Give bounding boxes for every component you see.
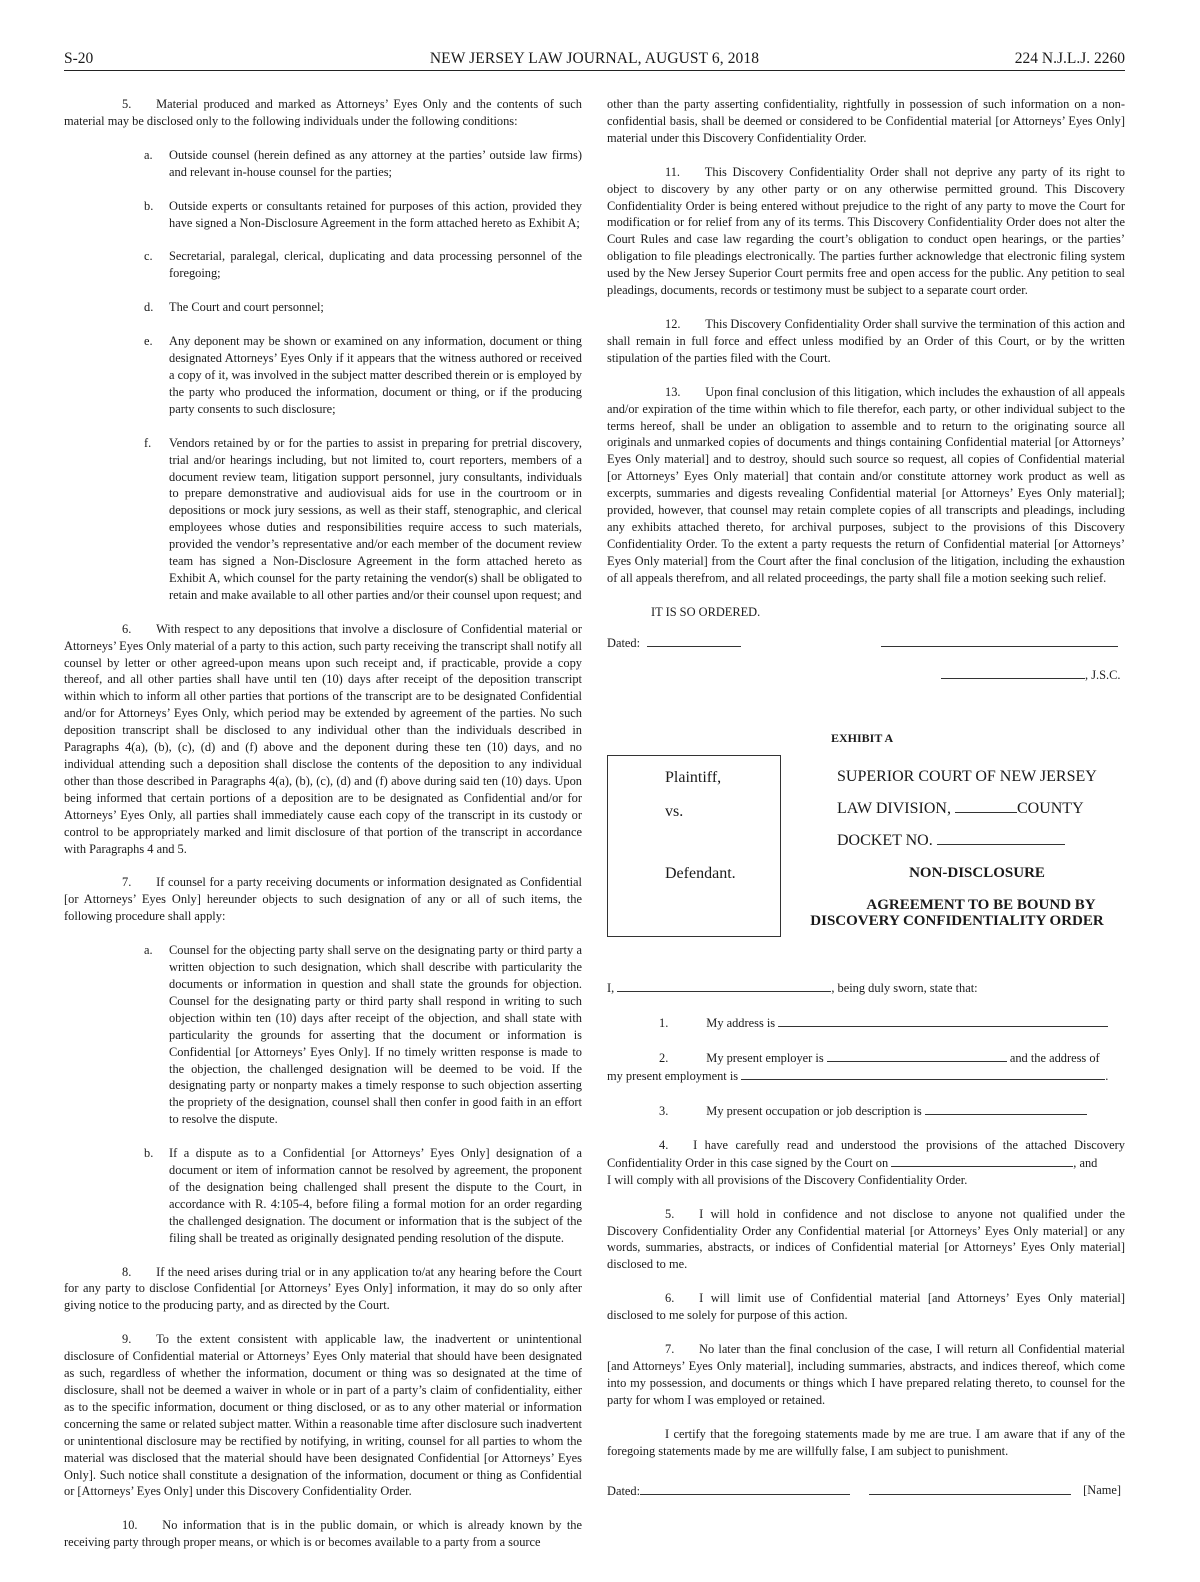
exhibit-heading: EXHIBIT A (831, 731, 894, 746)
paragraph-8: 8. If the need arises during trial or in any application to/at any hearing before the Court for any party to disclose Confidential [or Attorneys’ Eyes Only] information, it may do so only after giving notice to the producing party, and as directed by the Court. (64, 1264, 582, 1313)
case-caption (607, 755, 1125, 955)
paragraph-13: 13. Upon final conclusion of this litigation, which includes the exhaustion of all appeals and/or expiration of the time within which to file therefor, each party, or other individual subject to the terms hereof, shall be under an obligation to assemble and to return to the originating source all originals and unmarked copies of documents and things containing Confidential material [or Attorneys’ Eyes Only material] and to destroy, should such source so request, all copies of Confidential material [or Attorneys’ Eyes Only material] that contain and/or constitute attorney work product as well as excerpts, summaries and digests revealing Confidential material [or Attorneys’ Eyes Only material]; provided, however, that counsel may retain complete copies of all transcripts and pleadings, including any exhibits attached thereto, for archival purposes, subject to the provisions of this Discovery Confidentiality Order. To the extent a party requests the return of Confidential material [or Attorneys’ Eyes Only material] from the Court after the final conclusion of the litigation, including the exhaustion of all appeals therefrom, and all related proceedings, the party shall file a motion seeking such relief. (607, 384, 1125, 585)
defendant-label: Defendant. (665, 865, 736, 883)
final-date-line (640, 1482, 850, 1495)
final-signature-row: Dated: [Name] (607, 1482, 1121, 1498)
list-item: e. Any deponent may be shown or examined on any information, document or thing designated Attorneys’ Eyes Only if it appears that the witness authored or received a copy of it, was involved in the subject matter described therein or is employed by the party who produced the information, document or thing, or if the producing party consents to such disclosure; (144, 334, 582, 416)
paragraph-10: 10. No information that is in the public domain, or which is already known by the receiving party through proper means, or which is or becomes available to a party from a source (64, 1518, 582, 1550)
right-column (607, 96, 1125, 1499)
agreement-title-1: NON-DISCLOSURE (909, 865, 1045, 882)
paragraph-7-list (64, 942, 582, 1246)
jsc-row: , J.S.C. (607, 666, 1125, 684)
citation: 224 N.J.L.J. 2260 (1014, 50, 1125, 67)
list-item: b. If a dispute as to a Confidential [or Attorneys’ Eyes Only] designation of a document or item of information cannot be resolved by agreement, the proponent of the designation being challenged shall present the dispute to the Court, in accordance with R. 4:105-4, before filing a formal motion for an order regarding the challenged designation. The document or information that is the subject of the filing shall be treated as originally designated pending resolution of the dispute. (144, 1146, 582, 1245)
final-signature-line (869, 1482, 1071, 1495)
sworn-statement: I, , being duly sworn, state that: (607, 981, 978, 996)
order-dated-row: Dated: (607, 634, 1125, 652)
left-column (64, 96, 582, 1551)
item-5: 5. I will hold in confidence and not disclose to anyone not qualified under the Discovery Confidentiality Order any Confidential material [or Attorneys’ Eyes Only material] or any words, summaries, abstracts, or indices of Confidential material [or Attorneys’ Eyes Only material] disclosed to me. (607, 1206, 1125, 1272)
list-item: d. The Court and court personnel; (144, 300, 324, 315)
paragraph-5-list (64, 147, 582, 604)
item-3: 3. My present occupation or job description is (607, 1102, 1125, 1120)
item-7: 7. No later than the final conclusion of the case, I will return all Confidential material [and Attorneys’ Eyes Only material], including summaries, abstracts, and indices thereof, which come into my possession, and documents or things which I have prepared relating thereto, to counsel for the party for whom I was employed or retained. (607, 1342, 1125, 1407)
paragraph-5: 5. Material produced and marked as Attorneys’ Eyes Only and the contents of such material may be disclosed only to the following individuals under the following conditions: (64, 97, 582, 128)
paragraph-11: 11. This Discovery Confidentiality Order shall not deprive any party of its right to object to discovery by any other party or on any otherwise permitted ground. This Discovery Confidentiality Order is being entered without prejudice to the right of any party to move the Court for modification or for relief from any of its terms. This Discovery Confidentiality Order does not alter the Court Rules and case law regarding the court’s obligation to conduct open hearings, or the parties’ obligation to file pleadings electronically. The parties further acknowledge that electronic filing system used by the New Jersey Superior Court permits free and open access for the public. Any petition to seal pleadings, documents, records or testimony must be subject to a separate court order. (607, 164, 1125, 298)
agreement-title-3: DISCOVERY CONFIDENTIALITY ORDER (810, 913, 1104, 930)
name-label: [Name] (1083, 1482, 1121, 1497)
division-line: LAW DIVISION, COUNTY (837, 800, 1084, 818)
date-signature-line (647, 634, 741, 647)
item-1: 1. My address is (607, 1014, 1125, 1032)
judge-signature-line (881, 634, 1118, 647)
paragraph-6: 6. With respect to any depositions that involve a disclosure of Confidential material or Attorneys’ Eyes Only material of a party to this action, such party receiving the transcript shall notify all counsel by letter or other agreed-upon means upon such receipt and, if practicable, provide a copy thereof, and all other parties shall have until ten (10) days after receipt of the deposition transcript within which to inform all other parties that portions of the transcript are to be designated Confidential and/or for Attorneys’ Eyes Only, which period may be extended by agreement of the parties. No such deposition transcript shall be disclosed to any individual other than the individuals described in Paragraphs 4(a), (b), (c), (d) and (f) above and the deponent during these ten (10) days, and no individual attending such a deposition shall disclose the contents of the deposition to any individual other than those described in Paragraphs 4(a), (b), (c), (d) and (f) above during said ten (10) days. Upon being informed that certain portions of a deposition are to be designated as Confidential and/or for Attorneys’ Eyes Only, all parties shall immediately cause each copy of the transcript in its custody or control to be appropriately marked and limit disclosure of that portion of the transcript in accordance with Paragraphs 4 and 5. (64, 621, 582, 856)
plaintiff-label: Plaintiff, (665, 769, 722, 787)
list-item: a. Outside counsel (herein defined as any attorney at the parties’ outside law firms) and relevant in-house counsel for the parties; (144, 147, 582, 179)
item-2: 2. My present employer is and the address of my present employment is . (607, 1051, 1109, 1084)
item-4: 4. I have carefully read and understood the provisions of the attached Discovery Confidentiality Order in this case signed by the Court on , and I will comply with all provisions of the Discovery Confidentiality Order. (607, 1137, 1125, 1187)
list-item: b. Outside experts or consultants retained for purposes of this action, provided they have signed a Non-Disclosure Agreement in the form attached hereto as Exhibit A; (144, 198, 582, 230)
item-6: 6. I will limit use of Confidential material [and Attorneys’ Eyes Only material] disclosed to me solely for purpose of this action. (607, 1291, 1125, 1323)
court-name: SUPERIOR COURT OF NEW JERSEY (837, 768, 1097, 786)
list-item: a. Counsel for the objecting party shall serve on the designating party or third party a written objection to such designation, which shall describe with particularity the documents or information in question and shall state the grounds for objection. Counsel for the designating party or third party shall respond in writing to such objection within ten (10) days after receipt of the objection, and shall state with particularity the grounds for asserting that the document or information is Confidential [or Attorneys’ Eyes Only]. If no timely written response is made to the objection, the challenged designation will be deemed to be void. If the designating party or nonparty makes a timely response to such objection asserting the propriety of the designation, counsel shall then confer in good faith in an effort to resolve the dispute. (144, 943, 582, 1127)
list-item: c. Secretarial, paralegal, clerical, duplicating and data processing personnel of the foregoing; (144, 249, 582, 281)
page-header (64, 50, 1125, 71)
paragraph-12: 12. This Discovery Confidentiality Order shall survive the termination of this action and shall remain in full force and effect unless modified by an Order of this Court, or by the written stipulation of the parties filed with the Court. (607, 316, 1125, 365)
page-number: S-20 (64, 50, 94, 67)
agreement-title-2: AGREEMENT TO BE BOUND BY (866, 897, 1096, 914)
publication-title: NEW JERSEY LAW JOURNAL, AUGUST 6, 2018 (429, 50, 760, 67)
paragraph-7: 7. If counsel for a party receiving documents or information designated as Confidential [or Attorneys’ Eyes Only] hereunder objects to such designation of any or all of such items, the following procedure shall apply: (64, 875, 582, 924)
so-ordered: IT IS SO ORDERED. (651, 604, 761, 619)
list-item: f. Vendors retained by or for the parties to assist in preparing for pretrial discovery, trial and/or hearings including, but not limited to, court reporters, members of a document review team, litigation support personnel, jury consultants, individuals to prepare demonstrative and audiovisual aids for use in the courtroom or in depositions or mock jury sessions, as well as their staff, stenographic, and clerical employees whose duties and responsibilities require access to such materials, provided the vendor’s representative and/or each member of the document review team has signed a Non-Disclosure Agreement in the form attached hereto as Exhibit A, which counsel for the party retaining the vendor(s) shall be obligated to retain and make available to all other parties and/or their counsel upon request; and (144, 435, 582, 602)
paragraph-9: 9. To the extent consistent with applicable law, the inadvertent or unintentional disclosure of Confidential material or Attorneys’ Eyes Only material that should have been designated as such, regardless of whether the information, document or thing was so designated at the time of disclosure, shall not be deemed a waiver in whole or in part of a party’s claim of confidentiality, either as to the specific information, document or thing disclosed, or as to any other material or information concerning the same or related subject matter. Within a reasonable time after disclosure such inadvertent or unintentional disclosure may be rectified by notifying, in writing, counsel for all parties to whom the material was disclosed that the material should have been designated Confidential [or Attorneys’ Eyes Only]. Such notice shall constitute a designation of the information, document or thing as Confidential or [Attorneys’ Eyes Only] under this Discovery Confidentiality Order. (64, 1332, 582, 1499)
vs-label: vs. (665, 803, 684, 821)
caption-box (607, 755, 781, 937)
paragraph-10-continued: other than the party asserting confidentiality, rightfully in possession of such information on a non-confidential basis, shall be deemed or considered to be Confidential material [or Attorneys’ Eyes Only] material under this Discovery Confidentiality Order. (607, 97, 1125, 145)
jsc-signature-line (941, 666, 1085, 679)
certification: I certify that the foregoing statements made by me are true. I am aware that if any of the foregoing statements made by me are willfully false, I am subject to punishment. (607, 1426, 1125, 1458)
docket-line: DOCKET NO. (837, 833, 1065, 850)
